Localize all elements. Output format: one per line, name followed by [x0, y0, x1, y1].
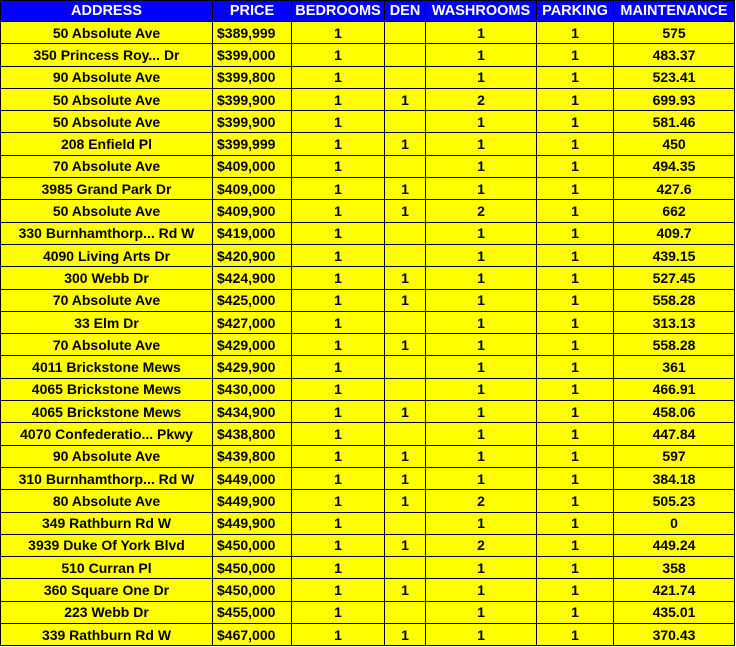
- washrooms-cell: 1: [426, 401, 537, 423]
- bedrooms-cell: 1: [292, 334, 385, 356]
- table-row: [1, 334, 735, 356]
- address-cell: 50 Absolute Ave: [1, 111, 213, 133]
- table-row: [1, 601, 735, 623]
- den-cell: 1: [385, 133, 426, 155]
- maintenance-cell: 466.91: [614, 378, 735, 400]
- address-cell: 70 Absolute Ave: [1, 289, 213, 311]
- den-cell: [385, 66, 426, 88]
- price-cell: $409,000: [213, 178, 292, 200]
- washrooms-cell: 1: [426, 579, 537, 601]
- maintenance-cell: 494.35: [614, 155, 735, 177]
- bedrooms-cell: 1: [292, 222, 385, 244]
- den-cell: 1: [385, 445, 426, 467]
- maintenance-cell: 313.13: [614, 311, 735, 333]
- parking-cell: 1: [537, 579, 614, 601]
- maintenance-cell: 581.46: [614, 111, 735, 133]
- bedrooms-cell: 1: [292, 244, 385, 266]
- address-cell: 330 Burnhamthorp... Rd W: [1, 222, 213, 244]
- address-cell: 510 Curran Pl: [1, 557, 213, 579]
- parking-cell: 1: [537, 378, 614, 400]
- washrooms-cell: 1: [426, 445, 537, 467]
- price-cell: $399,900: [213, 88, 292, 110]
- address-cell: 33 Elm Dr: [1, 311, 213, 333]
- washrooms-cell: 1: [426, 244, 537, 266]
- price-cell: $455,000: [213, 601, 292, 623]
- washrooms-cell: 1: [426, 467, 537, 489]
- parking-cell: 1: [537, 66, 614, 88]
- table-row: [1, 222, 735, 244]
- header-maintenance: MAINTENANCE: [614, 1, 735, 22]
- washrooms-cell: 1: [426, 356, 537, 378]
- parking-cell: 1: [537, 111, 614, 133]
- price-cell: $467,000: [213, 624, 292, 646]
- bedrooms-cell: 1: [292, 534, 385, 556]
- table-row: [1, 22, 735, 44]
- den-cell: 1: [385, 178, 426, 200]
- price-cell: $434,900: [213, 401, 292, 423]
- washrooms-cell: 1: [426, 512, 537, 534]
- parking-cell: 1: [537, 22, 614, 44]
- address-cell: 208 Enfield Pl: [1, 133, 213, 155]
- den-cell: [385, 557, 426, 579]
- washrooms-cell: 2: [426, 200, 537, 222]
- parking-cell: 1: [537, 178, 614, 200]
- washrooms-cell: 1: [426, 601, 537, 623]
- bedrooms-cell: 1: [292, 423, 385, 445]
- bedrooms-cell: 1: [292, 557, 385, 579]
- table-row: [1, 445, 735, 467]
- den-cell: [385, 44, 426, 66]
- den-cell: 1: [385, 334, 426, 356]
- table-row: [1, 66, 735, 88]
- maintenance-cell: 558.28: [614, 334, 735, 356]
- maintenance-cell: 458.06: [614, 401, 735, 423]
- header-price: PRICE: [213, 1, 292, 22]
- maintenance-cell: 427.6: [614, 178, 735, 200]
- washrooms-cell: 1: [426, 289, 537, 311]
- maintenance-cell: 370.43: [614, 624, 735, 646]
- maintenance-cell: 597: [614, 445, 735, 467]
- table-row: [1, 579, 735, 601]
- bedrooms-cell: 1: [292, 267, 385, 289]
- table-row: [1, 534, 735, 556]
- address-cell: 50 Absolute Ave: [1, 22, 213, 44]
- maintenance-cell: 450: [614, 133, 735, 155]
- parking-cell: 1: [537, 244, 614, 266]
- maintenance-cell: 409.7: [614, 222, 735, 244]
- parking-cell: 1: [537, 557, 614, 579]
- den-cell: [385, 356, 426, 378]
- address-cell: 90 Absolute Ave: [1, 445, 213, 467]
- parking-cell: 1: [537, 311, 614, 333]
- parking-cell: 1: [537, 401, 614, 423]
- washrooms-cell: 1: [426, 111, 537, 133]
- price-cell: $424,900: [213, 267, 292, 289]
- address-cell: 4065 Brickstone Mews: [1, 378, 213, 400]
- maintenance-cell: 439.15: [614, 244, 735, 266]
- address-cell: 4090 Living Arts Dr: [1, 244, 213, 266]
- den-cell: 1: [385, 490, 426, 512]
- price-cell: $419,000: [213, 222, 292, 244]
- address-cell: 50 Absolute Ave: [1, 88, 213, 110]
- washrooms-cell: 1: [426, 44, 537, 66]
- table-row: [1, 133, 735, 155]
- washrooms-cell: 1: [426, 624, 537, 646]
- address-cell: 90 Absolute Ave: [1, 66, 213, 88]
- bedrooms-cell: 1: [292, 512, 385, 534]
- price-cell: $439,800: [213, 445, 292, 467]
- header-parking: PARKING: [537, 1, 614, 22]
- washrooms-cell: 1: [426, 557, 537, 579]
- den-cell: 1: [385, 579, 426, 601]
- table-row: [1, 88, 735, 110]
- parking-cell: 1: [537, 601, 614, 623]
- price-cell: $389,999: [213, 22, 292, 44]
- maintenance-cell: 449.24: [614, 534, 735, 556]
- den-cell: [385, 155, 426, 177]
- parking-cell: 1: [537, 155, 614, 177]
- address-cell: 80 Absolute Ave: [1, 490, 213, 512]
- table-row: [1, 155, 735, 177]
- washrooms-cell: 1: [426, 178, 537, 200]
- bedrooms-cell: 1: [292, 579, 385, 601]
- table-row: [1, 111, 735, 133]
- maintenance-cell: 662: [614, 200, 735, 222]
- bedrooms-cell: 1: [292, 490, 385, 512]
- table-row: [1, 289, 735, 311]
- maintenance-cell: 421.74: [614, 579, 735, 601]
- table-row: [1, 423, 735, 445]
- parking-cell: 1: [537, 289, 614, 311]
- bedrooms-cell: 1: [292, 22, 385, 44]
- den-cell: 1: [385, 534, 426, 556]
- den-cell: 1: [385, 624, 426, 646]
- parking-cell: 1: [537, 490, 614, 512]
- den-cell: [385, 423, 426, 445]
- price-cell: $449,900: [213, 490, 292, 512]
- table-row: [1, 624, 735, 646]
- address-cell: 50 Absolute Ave: [1, 200, 213, 222]
- address-cell: 350 Princess Roy... Dr: [1, 44, 213, 66]
- parking-cell: 1: [537, 133, 614, 155]
- address-cell: 310 Burnhamthorp... Rd W: [1, 467, 213, 489]
- den-cell: [385, 601, 426, 623]
- table-row: [1, 44, 735, 66]
- bedrooms-cell: 1: [292, 378, 385, 400]
- header-bedrooms: BEDROOMS: [292, 1, 385, 22]
- washrooms-cell: 2: [426, 534, 537, 556]
- address-cell: 3985 Grand Park Dr: [1, 178, 213, 200]
- address-cell: 349 Rathburn Rd W: [1, 512, 213, 534]
- address-cell: 223 Webb Dr: [1, 601, 213, 623]
- price-cell: $449,900: [213, 512, 292, 534]
- header-washrooms: WASHROOMS: [426, 1, 537, 22]
- header-row: [1, 1, 735, 22]
- washrooms-cell: 1: [426, 133, 537, 155]
- table-row: [1, 178, 735, 200]
- bedrooms-cell: 1: [292, 311, 385, 333]
- price-cell: $399,999: [213, 133, 292, 155]
- price-cell: $449,000: [213, 467, 292, 489]
- table-body: [1, 22, 735, 646]
- address-cell: 4065 Brickstone Mews: [1, 401, 213, 423]
- bedrooms-cell: 1: [292, 44, 385, 66]
- price-cell: $450,000: [213, 534, 292, 556]
- parking-cell: 1: [537, 356, 614, 378]
- washrooms-cell: 1: [426, 222, 537, 244]
- bedrooms-cell: 1: [292, 111, 385, 133]
- washrooms-cell: 2: [426, 490, 537, 512]
- parking-cell: 1: [537, 88, 614, 110]
- table-row: [1, 557, 735, 579]
- header-den: DEN: [385, 1, 426, 22]
- maintenance-cell: 358: [614, 557, 735, 579]
- bedrooms-cell: 1: [292, 401, 385, 423]
- bedrooms-cell: 1: [292, 88, 385, 110]
- address-cell: 70 Absolute Ave: [1, 334, 213, 356]
- parking-cell: 1: [537, 200, 614, 222]
- table-row: [1, 267, 735, 289]
- parking-cell: 1: [537, 334, 614, 356]
- den-cell: 1: [385, 88, 426, 110]
- washrooms-cell: 1: [426, 267, 537, 289]
- price-cell: $450,000: [213, 579, 292, 601]
- table-row: [1, 200, 735, 222]
- washrooms-cell: 2: [426, 88, 537, 110]
- den-cell: 1: [385, 289, 426, 311]
- bedrooms-cell: 1: [292, 467, 385, 489]
- price-cell: $438,800: [213, 423, 292, 445]
- address-cell: 3939 Duke Of York Blvd: [1, 534, 213, 556]
- parking-cell: 1: [537, 534, 614, 556]
- table-row: [1, 490, 735, 512]
- table-row: [1, 512, 735, 534]
- den-cell: [385, 311, 426, 333]
- bedrooms-cell: 1: [292, 445, 385, 467]
- price-cell: $409,900: [213, 200, 292, 222]
- parking-cell: 1: [537, 512, 614, 534]
- den-cell: [385, 22, 426, 44]
- parking-cell: 1: [537, 423, 614, 445]
- address-cell: 4070 Confederatio... Pkwy: [1, 423, 213, 445]
- bedrooms-cell: 1: [292, 66, 385, 88]
- washrooms-cell: 1: [426, 423, 537, 445]
- washrooms-cell: 1: [426, 378, 537, 400]
- price-cell: $399,900: [213, 111, 292, 133]
- den-cell: 1: [385, 401, 426, 423]
- maintenance-cell: 361: [614, 356, 735, 378]
- bedrooms-cell: 1: [292, 289, 385, 311]
- table-row: [1, 244, 735, 266]
- parking-cell: 1: [537, 624, 614, 646]
- price-cell: $430,000: [213, 378, 292, 400]
- bedrooms-cell: 1: [292, 601, 385, 623]
- price-cell: $409,000: [213, 155, 292, 177]
- price-cell: $399,800: [213, 66, 292, 88]
- den-cell: 1: [385, 267, 426, 289]
- address-cell: 4011 Brickstone Mews: [1, 356, 213, 378]
- bedrooms-cell: 1: [292, 200, 385, 222]
- maintenance-cell: 483.37: [614, 44, 735, 66]
- table-row: [1, 311, 735, 333]
- maintenance-cell: 435.01: [614, 601, 735, 623]
- parking-cell: 1: [537, 445, 614, 467]
- table-row: [1, 356, 735, 378]
- parking-cell: 1: [537, 44, 614, 66]
- maintenance-cell: 447.84: [614, 423, 735, 445]
- table-row: [1, 378, 735, 400]
- den-cell: [385, 222, 426, 244]
- maintenance-cell: 558.28: [614, 289, 735, 311]
- address-cell: 70 Absolute Ave: [1, 155, 213, 177]
- washrooms-cell: 1: [426, 66, 537, 88]
- price-cell: $427,000: [213, 311, 292, 333]
- bedrooms-cell: 1: [292, 178, 385, 200]
- price-cell: $425,000: [213, 289, 292, 311]
- washrooms-cell: 1: [426, 334, 537, 356]
- den-cell: 1: [385, 200, 426, 222]
- den-cell: [385, 512, 426, 534]
- den-cell: [385, 111, 426, 133]
- bedrooms-cell: 1: [292, 356, 385, 378]
- maintenance-cell: 0: [614, 512, 735, 534]
- maintenance-cell: 505.23: [614, 490, 735, 512]
- bedrooms-cell: 1: [292, 155, 385, 177]
- maintenance-cell: 527.45: [614, 267, 735, 289]
- bedrooms-cell: 1: [292, 133, 385, 155]
- maintenance-cell: 575: [614, 22, 735, 44]
- den-cell: [385, 378, 426, 400]
- header-address: ADDRESS: [1, 1, 213, 22]
- washrooms-cell: 1: [426, 22, 537, 44]
- price-cell: $429,900: [213, 356, 292, 378]
- address-cell: 360 Square One Dr: [1, 579, 213, 601]
- washrooms-cell: 1: [426, 155, 537, 177]
- table-row: [1, 401, 735, 423]
- price-cell: $429,000: [213, 334, 292, 356]
- address-cell: 339 Rathburn Rd W: [1, 624, 213, 646]
- parking-cell: 1: [537, 467, 614, 489]
- price-cell: $450,000: [213, 557, 292, 579]
- maintenance-cell: 523.41: [614, 66, 735, 88]
- table-row: [1, 467, 735, 489]
- address-cell: 300 Webb Dr: [1, 267, 213, 289]
- price-cell: $399,000: [213, 44, 292, 66]
- parking-cell: 1: [537, 222, 614, 244]
- washrooms-cell: 1: [426, 311, 537, 333]
- maintenance-cell: 699.93: [614, 88, 735, 110]
- den-cell: [385, 244, 426, 266]
- den-cell: 1: [385, 467, 426, 489]
- bedrooms-cell: 1: [292, 624, 385, 646]
- price-cell: $420,900: [213, 244, 292, 266]
- maintenance-cell: 384.18: [614, 467, 735, 489]
- parking-cell: 1: [537, 267, 614, 289]
